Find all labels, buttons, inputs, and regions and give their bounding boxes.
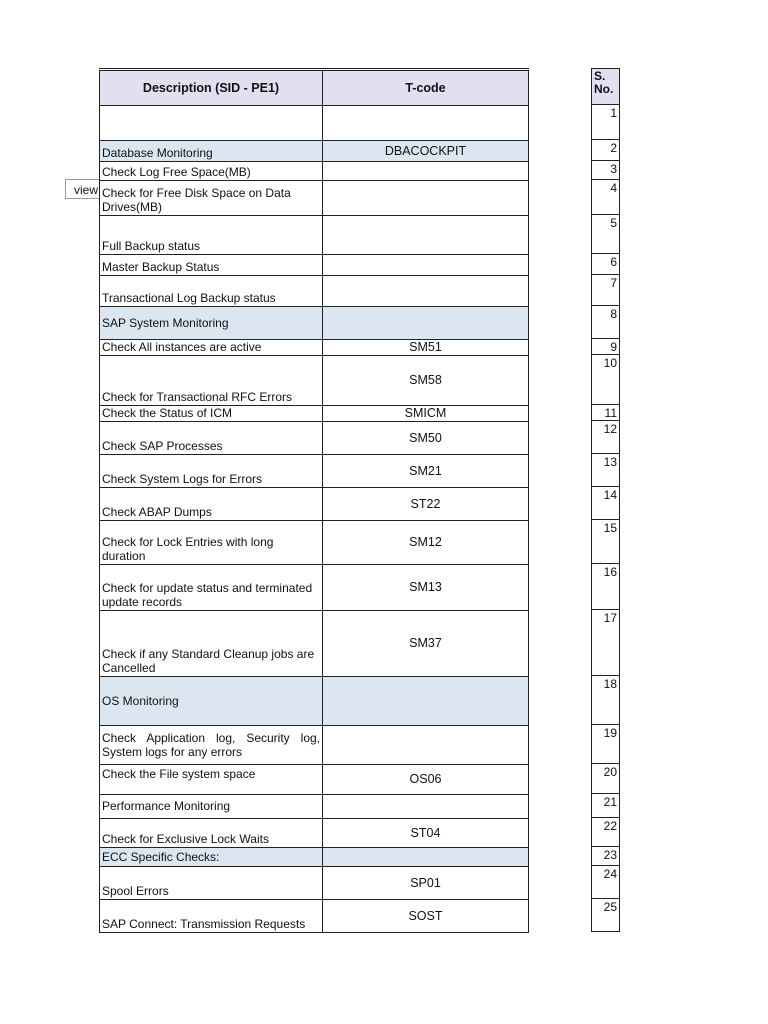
row-tcode bbox=[323, 181, 529, 216]
row-description: Check for Transactional RFC Errors bbox=[100, 356, 323, 406]
row-tcode bbox=[323, 276, 529, 307]
sno-cell: 17 bbox=[592, 610, 620, 676]
row-tcode: SM12 bbox=[323, 521, 529, 565]
section-row[interactable] bbox=[100, 848, 529, 867]
table-row[interactable] bbox=[100, 406, 529, 422]
sno-cell: 11 bbox=[592, 405, 620, 421]
row-description: Check for Lock Entries with long duration bbox=[100, 521, 323, 565]
row-tcode: SMICM bbox=[323, 406, 529, 422]
row-description bbox=[100, 106, 323, 141]
sno-cell: 23 bbox=[592, 847, 620, 866]
sno-cell: 24 bbox=[592, 866, 620, 899]
row-description: Check ABAP Dumps bbox=[100, 488, 323, 521]
row-description: Check the File system space bbox=[100, 765, 323, 795]
row-tcode bbox=[323, 726, 529, 765]
row-tcode: OS06 bbox=[323, 765, 529, 795]
row-description: Check Application log, Security log, System logs for any errors bbox=[100, 726, 323, 765]
sno-cell: 6 bbox=[592, 254, 620, 275]
row-tcode: SM21 bbox=[323, 455, 529, 488]
table-row[interactable] bbox=[100, 216, 529, 255]
row-description: SAP Connect: Transmission Requests bbox=[100, 900, 323, 933]
row-tcode: ST22 bbox=[323, 488, 529, 521]
sno-cell: 19 bbox=[592, 725, 620, 764]
row-description: Check for Free Disk Space on Data Drives(MB) bbox=[100, 181, 323, 216]
sno-header: S. No. bbox=[592, 69, 620, 105]
row-description: Check for update status and terminated update records bbox=[100, 565, 323, 611]
table-row[interactable] bbox=[100, 765, 529, 795]
sno-cell: 10 bbox=[592, 355, 620, 405]
sno-cell: 2 bbox=[592, 140, 620, 161]
sno-cell: 20 bbox=[592, 764, 620, 794]
sno-cell: 13 bbox=[592, 454, 620, 487]
tcode-header: T-code bbox=[323, 70, 529, 106]
row-tcode bbox=[323, 216, 529, 255]
description-header: Description (SID - PE1) bbox=[100, 70, 323, 106]
row-tcode bbox=[323, 795, 529, 819]
section-title: SAP System Monitoring bbox=[100, 307, 323, 340]
table-row[interactable] bbox=[100, 611, 529, 677]
table-row[interactable] bbox=[100, 181, 529, 216]
row-tcode: SM58 bbox=[323, 356, 529, 406]
row-description: Check System Logs for Errors bbox=[100, 455, 323, 488]
row-tcode: SM50 bbox=[323, 422, 529, 455]
row-description: Check the Status of ICM bbox=[100, 406, 323, 422]
row-tcode bbox=[323, 677, 529, 726]
row-description: Check All instances are active bbox=[100, 340, 323, 356]
sno-cell: 21 bbox=[592, 794, 620, 818]
sno-cell: 15 bbox=[592, 520, 620, 564]
sno-cell: 7 bbox=[592, 275, 620, 306]
sno-cell: 1 bbox=[592, 105, 620, 140]
row-tcode: ST04 bbox=[323, 819, 529, 848]
sno-cell: 16 bbox=[592, 564, 620, 610]
table-row[interactable] bbox=[100, 819, 529, 848]
row-description: Performance Monitoring bbox=[100, 795, 323, 819]
sno-cell: 12 bbox=[592, 421, 620, 454]
row-tcode bbox=[323, 848, 529, 867]
table-row[interactable] bbox=[100, 276, 529, 307]
table-row[interactable] bbox=[100, 162, 529, 181]
sno-cell: 9 bbox=[592, 339, 620, 355]
table-row[interactable] bbox=[100, 455, 529, 488]
section-row[interactable] bbox=[100, 677, 529, 726]
row-tcode: SM13 bbox=[323, 565, 529, 611]
sno-cell: 25 bbox=[592, 899, 620, 932]
row-tcode: SOST bbox=[323, 900, 529, 933]
sno-cell: 14 bbox=[592, 487, 620, 520]
section-title: ECC Specific Checks: bbox=[100, 848, 323, 867]
row-tcode: SP01 bbox=[323, 867, 529, 900]
table-row[interactable] bbox=[100, 565, 529, 611]
table-row[interactable] bbox=[100, 356, 529, 406]
table-row[interactable] bbox=[100, 900, 529, 933]
sno-cell: 22 bbox=[592, 818, 620, 847]
row-description: Check Log Free Space(MB) bbox=[100, 162, 323, 181]
row-tcode bbox=[323, 106, 529, 141]
row-description: Check for Exclusive Lock Waits bbox=[100, 819, 323, 848]
table-row[interactable] bbox=[100, 867, 529, 900]
checklist-table bbox=[99, 68, 529, 933]
table-row[interactable] bbox=[100, 422, 529, 455]
table-row[interactable] bbox=[100, 795, 529, 819]
table-row[interactable] bbox=[100, 340, 529, 356]
table-row[interactable] bbox=[100, 726, 529, 765]
sno-cell: 18 bbox=[592, 676, 620, 725]
section-title: OS Monitoring bbox=[100, 677, 323, 726]
row-tcode bbox=[323, 307, 529, 340]
row-tcode: SM37 bbox=[323, 611, 529, 677]
section-title: Database Monitoring bbox=[100, 141, 323, 162]
row-tcode: DBACOCKPIT bbox=[323, 141, 529, 162]
row-tcode bbox=[323, 162, 529, 181]
sno-cell: 4 bbox=[592, 180, 620, 215]
table-row[interactable] bbox=[100, 106, 529, 141]
row-description: Master Backup Status bbox=[100, 255, 323, 276]
table-row[interactable] bbox=[100, 521, 529, 565]
section-row[interactable] bbox=[100, 307, 529, 340]
row-description: Check if any Standard Cleanup jobs are Cancelled bbox=[100, 611, 323, 677]
serial-number-column bbox=[591, 68, 620, 932]
row-description: Spool Errors bbox=[100, 867, 323, 900]
row-description: Transactional Log Backup status bbox=[100, 276, 323, 307]
table-row[interactable] bbox=[100, 488, 529, 521]
sno-cell: 3 bbox=[592, 161, 620, 180]
sno-cell: 8 bbox=[592, 306, 620, 339]
row-description: Check SAP Processes bbox=[100, 422, 323, 455]
view-tab[interactable]: view bbox=[65, 179, 99, 199]
row-tcode bbox=[323, 255, 529, 276]
table-row[interactable] bbox=[100, 255, 529, 276]
section-row[interactable] bbox=[100, 141, 529, 162]
row-description: Full Backup status bbox=[100, 216, 323, 255]
row-tcode: SM51 bbox=[323, 340, 529, 356]
header-row bbox=[100, 70, 529, 106]
sno-cell: 5 bbox=[592, 215, 620, 254]
